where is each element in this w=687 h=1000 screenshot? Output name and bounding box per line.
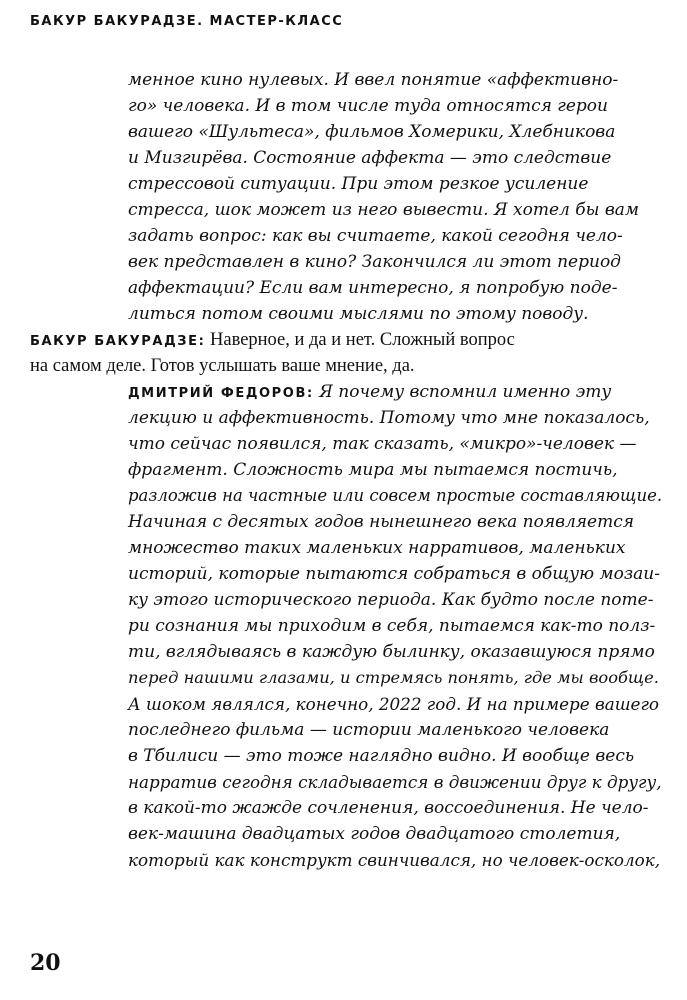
page-number: 20 — [30, 950, 61, 976]
text-line: который как конструкт свинчивался, но человек-осколок, — [128, 850, 661, 870]
text-line: ти, вглядываясь в каждую былинку, оказавшуюся прямо — [128, 642, 655, 662]
text-line: перед нашими глазами, и стремясь понять, где мы вообще. — [128, 668, 659, 687]
text-line: на самом деле. Готов услышать ваше мнение, да. — [30, 356, 415, 376]
text-line: вашего «Шультеса», фильмов Хомерики, Хлебникова — [128, 122, 616, 142]
text-line: А шоком являлся, конечно, 2022 год. И на примере вашего — [128, 694, 660, 714]
text-line: век представлен в кино? Закончился ли этот период — [128, 252, 621, 272]
speaker-name: БАКУР БАКУРАДЗЕ: — [30, 334, 206, 349]
text-line: Начиная с десятых годов нынешнего века появляется — [128, 512, 635, 532]
text-line: и Мизгирёва. Состояние аффекта — это следствие — [128, 148, 612, 168]
text-line: в Тбилиси — это тоже наглядно видно. И вообще весь — [128, 746, 635, 766]
text-line: стрессовой ситуации. При этом резкое усиление — [128, 174, 589, 194]
text-line: нарратив сегодня складывается в движении друг к другу, — [128, 772, 662, 792]
text-line: фрагмент. Сложность мира мы пытаемся постичь, — [128, 460, 618, 480]
speech-text: Наверное, и да и нет. Сложный вопрос — [210, 330, 515, 350]
speaker-name: ДМИТРИЙ ФЕДОРОВ: — [128, 386, 314, 401]
text-line: век-машина двадцатых годов двадцатого столетия, — [128, 824, 621, 844]
text-line: задать вопрос: как вы считаете, какой сегодня чело- — [128, 226, 623, 246]
text-line: последнего фильма — истории маленького человека — [128, 720, 610, 740]
speech-text: Я почему вспомнил именно эту — [319, 382, 612, 402]
text-line: менное кино нулевых. И ввел понятие «аффективно- — [128, 70, 619, 90]
text-line: ри сознания мы приходим в себя, пытаемся как-то полз- — [128, 616, 656, 636]
text-line: го» человека. И в том числе туда относятся герои — [128, 96, 608, 116]
text-line: стресса, шок может из него вывести. Я хотел бы вам — [128, 200, 640, 220]
text-line: аффектации? Если вам интересно, я попробую поде- — [128, 278, 618, 298]
text-line: историй, которые пытаются собраться в общую мозаи- — [128, 564, 660, 584]
text-line: литься потом своими мыслями по этому поводу. — [128, 304, 589, 324]
text-line — [30, 330, 515, 352]
text-line: лекцию и аффективность. Потому что мне показалось, — [128, 408, 650, 428]
text-line: ку этого исторического периода. Как будто после поте- — [128, 590, 654, 610]
text-line: что сейчас появился, так сказать, «микро»-человек — — [128, 434, 637, 454]
text-line: разложив на частные или совсем простые составляющие. — [128, 486, 663, 505]
running-head: БАКУР БАКУРАДЗЕ. МАСТЕР-КЛАСС — [30, 14, 344, 29]
text-line: множество таких маленьких нарративов, маленьких — [128, 538, 626, 558]
text-line — [128, 382, 611, 404]
text-line: в какой-то жажде сочленения, воссоединения. Не чело- — [128, 798, 649, 818]
